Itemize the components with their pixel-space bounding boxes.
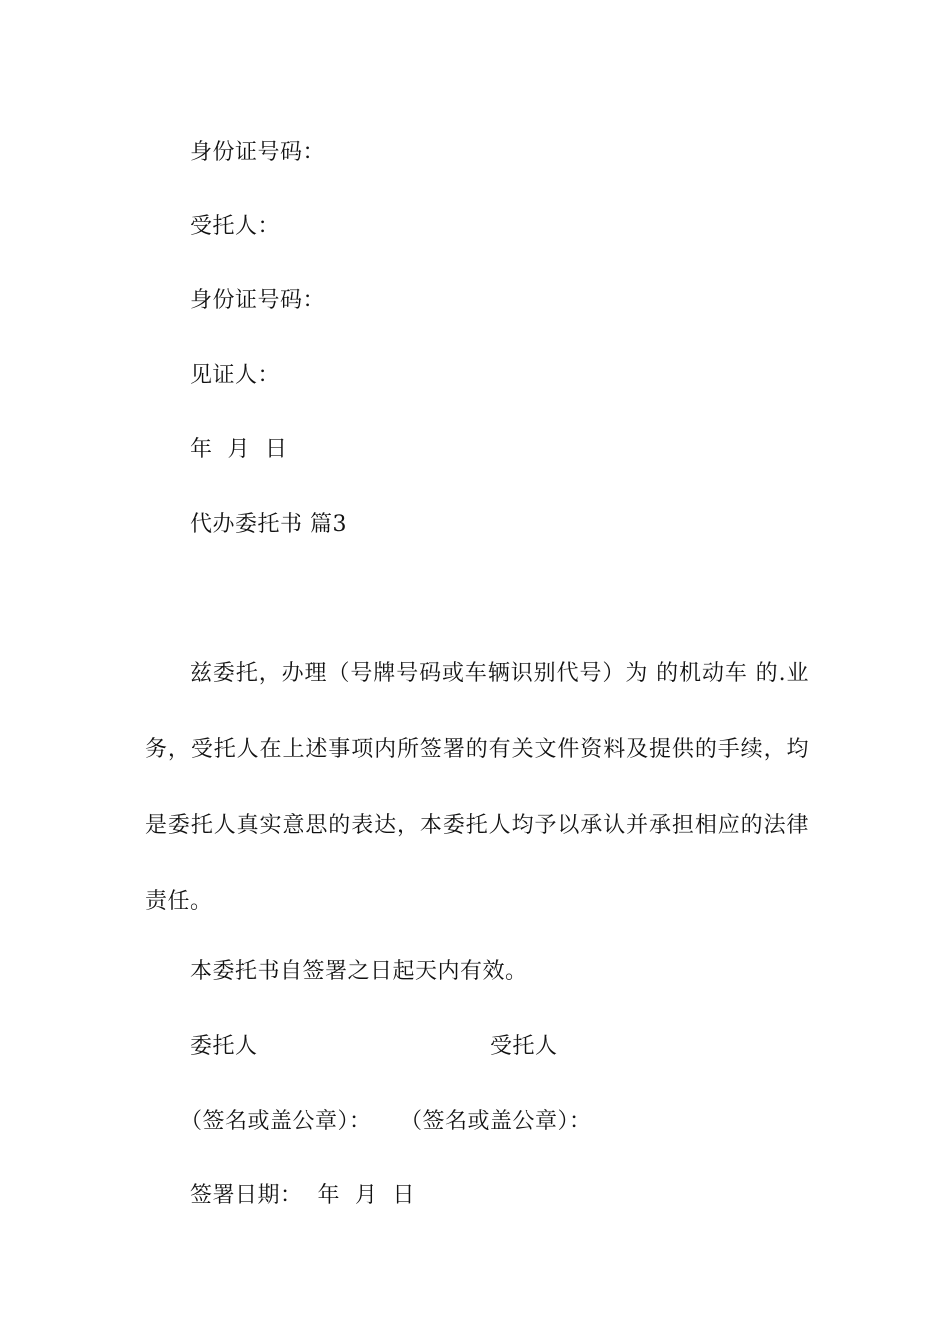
- validity-statement: 本委托书自签署之日起天内有效。: [190, 959, 528, 984]
- trustee-signature-label: 受托人: [490, 1034, 558, 1059]
- trustee-label: 受托人：: [190, 214, 281, 239]
- paragraph-line: 兹委托，办理（号牌号码或车辆识别代号）为 的机动车 的.业: [190, 661, 809, 686]
- date-blank: 年 月 日: [190, 437, 288, 462]
- id-number-label-2: 身份证号码：: [190, 288, 326, 313]
- trustee-sign-field: （签名或盖公章）：: [400, 1109, 592, 1134]
- section-heading: 代办委托书 篇3: [190, 512, 347, 537]
- signing-date-line: 签署日期： 年 月 日: [190, 1183, 415, 1208]
- paragraph-line: 责任。: [145, 889, 213, 914]
- paragraph-line: 是委托人真实意思的表达，本委托人均予以承认并承担相应的法律: [145, 813, 809, 838]
- principal-sign-field: （签名或盖公章）：: [180, 1109, 372, 1134]
- authorization-paragraph: [145, 659, 809, 963]
- witness-label: 见证人：: [190, 363, 281, 388]
- paragraph-line: 务，受托人在上述事项内所签署的有关文件资料及提供的手续，均: [145, 737, 809, 762]
- id-number-label-1: 身份证号码：: [190, 140, 326, 165]
- principal-label: 委托人: [190, 1034, 258, 1059]
